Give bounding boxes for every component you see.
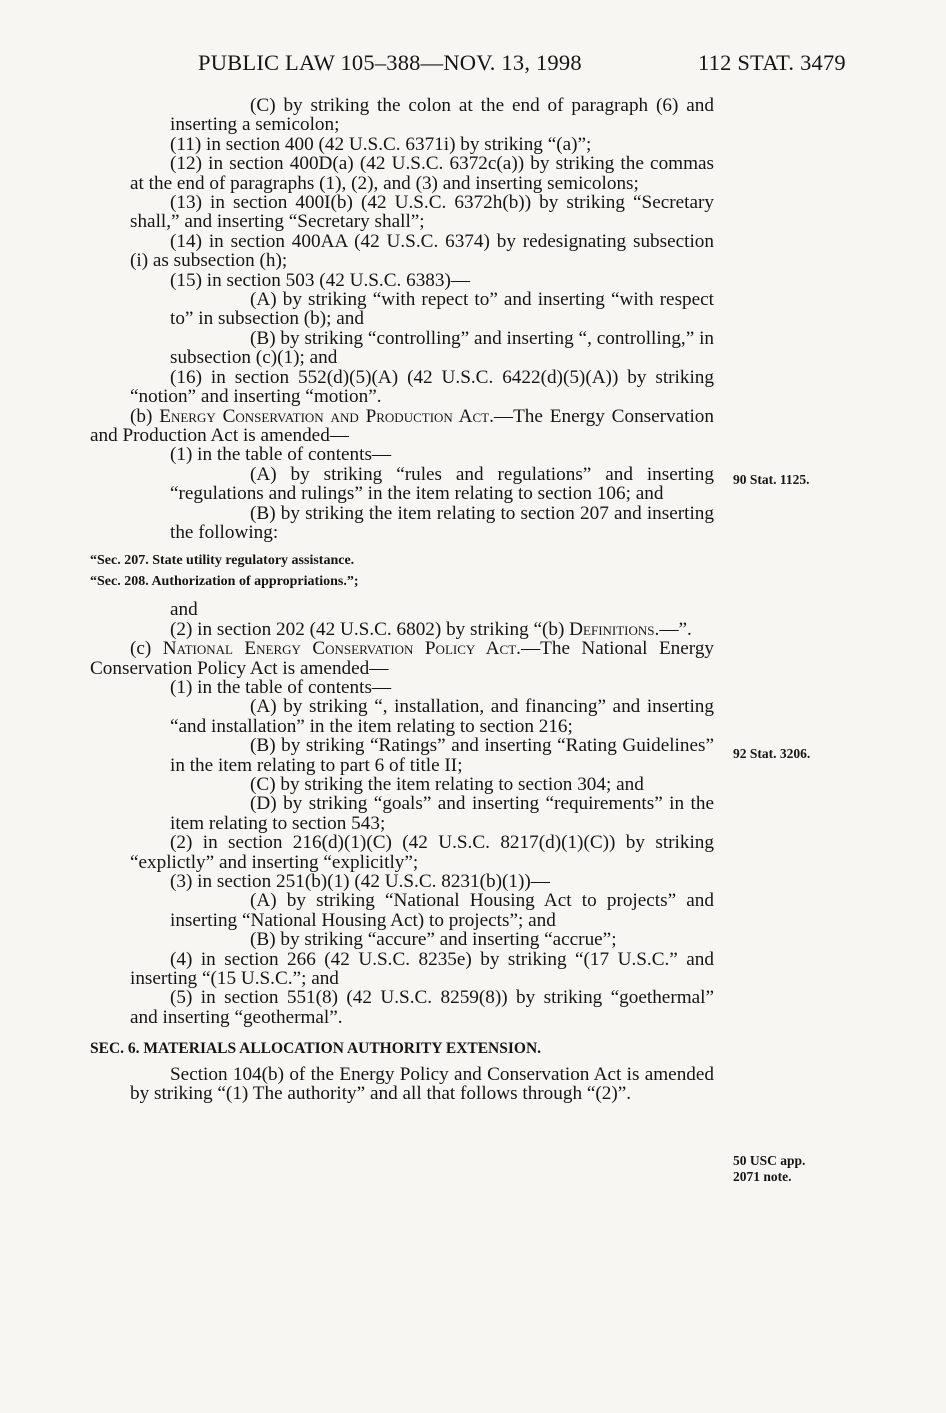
para-15a: (A) by striking “with repect to” and inserting “with respect to” in subsection (b); and <box>170 289 714 330</box>
subsection-b <box>90 407 714 446</box>
para-c2: (2) in section 216(d)(1)(C) (42 U.S.C. 8217(d)(1)(C)) by striking “explictly” and inserting “explicitly”; <box>130 832 714 873</box>
table-of-contents-insert <box>90 550 714 592</box>
para-c5: (5) in section 551(8) (42 U.S.C. 8259(8)) by striking “goethermal” and inserting “geothermal”. <box>130 987 714 1028</box>
para-c3a: (A) by striking “National Housing Act to projects” and inserting “National Housing Act) to projects”; and <box>170 890 714 931</box>
margin-note-92-stat: 92 Stat. 3206. <box>733 746 811 761</box>
para-b1b: (B) by striking the item relating to section 207 and inserting the following: <box>170 502 714 543</box>
para-c4: (4) in section 266 (42 U.S.C. 8235e) by striking “(17 U.S.C.” and inserting “(15 U.S.C.”; and <box>130 948 714 990</box>
subsection-c-label: (c) <box>130 638 163 660</box>
para-15c: (C) by striking the colon at the end of paragraph (6) and inserting a semicolon; <box>170 95 714 136</box>
para-c1d: (D) by striking “goals” and inserting “requirements” in the item relating to section 543; <box>170 793 714 834</box>
para-b2 <box>90 620 714 639</box>
subsection-c-text: .—The National Energy Conservation Policy Act is amended— <box>90 638 715 679</box>
margin-note-usc-line1: 50 USC app. <box>733 1153 806 1168</box>
para-16: (16) in section 552(d)(5)(A) (42 U.S.C. 6422(d)(5)(A)) by striking “notion” and inserting “motion”. <box>130 366 714 408</box>
margin-note-usc <box>733 1153 805 1185</box>
para-b2-pre: (2) in section 202 (42 U.S.C. 6802) by striking “(b) <box>170 618 570 640</box>
section-6-text: Section 104(b) of the Energy Policy and Conservation Act is amended by striking “(1) The authority” and all that follows through “(2)”. <box>130 1063 714 1105</box>
margin-note-usc-line2: 2071 note. <box>733 1169 792 1184</box>
para-14: (14) in section 400AA (42 U.S.C. 6374) by redesignating subsection (i) as subsection (h); <box>130 230 714 272</box>
para-b1a: (A) by striking “rules and regulations” and inserting “regulations and rulings” in the item relating to section 106; and <box>170 463 714 505</box>
para-c1b: (B) by striking “Ratings” and inserting “Rating Guidelines” in the item relating to part 6 of title II; <box>170 735 714 776</box>
body-text <box>90 96 714 1104</box>
para-c1a: (A) by striking “, installation, and financing” and inserting “and installation” in the item relating to section 216; <box>170 696 714 737</box>
subsection-b-text: .—The Energy Conservation and Production Act is amended— <box>90 405 714 446</box>
section-6-heading: SEC. 6. MATERIALS ALLOCATION AUTHORITY EXTENSION. <box>90 1040 542 1058</box>
and-connector: and <box>170 599 198 621</box>
subsection-b-label: (b) <box>130 405 160 427</box>
para-c1: (1) in the table of contents— <box>170 676 392 698</box>
para-15b: (B) by striking “controlling” and inserting “, controlling,” in subsection (c)(1); and <box>170 327 714 369</box>
para-b2-smallcaps: Definitions <box>569 618 655 640</box>
subsection-b-heading: Energy Conservation and Production Act <box>159 405 490 427</box>
para-c3b: (B) by striking “accure” and inserting “accrue”; <box>250 929 617 951</box>
para-c3: (3) in section 251(b)(1) (42 U.S.C. 8231(b)(1))— <box>170 871 550 893</box>
margin-note-90-stat: 90 Stat. 1125. <box>733 472 810 487</box>
para-13: (13) in section 400I(b) (42 U.S.C. 6372h(b)) by striking “Secretary shall,” and inserting “Secretary shall”; <box>130 192 714 233</box>
running-header-stat: 112 STAT. 3479 <box>698 50 846 75</box>
toc-entry: “Sec. 208. Authorization of appropriations.”; <box>90 574 359 590</box>
para-b2-post: .—”. <box>654 618 692 640</box>
para-b1: (1) in the table of contents— <box>170 444 392 466</box>
para-11: (11) in section 400 (42 U.S.C. 6371i) by striking “(a)”; <box>170 133 592 155</box>
para-15: (15) in section 503 (42 U.S.C. 6383)— <box>170 269 471 291</box>
toc-entry: “Sec. 207. State utility regulatory assistance. <box>90 553 355 569</box>
para-c1c: (C) by striking the item relating to section 304; and <box>250 774 644 795</box>
running-header-title: PUBLIC LAW 105–388—NOV. 13, 1998 <box>198 50 582 75</box>
para-12: (12) in section 400D(a) (42 U.S.C. 6372c(a)) by striking the commas at the end of paragraphs (1), (2), and (3) and inserting semicolons; <box>130 153 714 194</box>
subsection-c <box>90 639 714 678</box>
subsection-c-heading: National Energy Conservation Policy Act <box>162 638 517 660</box>
